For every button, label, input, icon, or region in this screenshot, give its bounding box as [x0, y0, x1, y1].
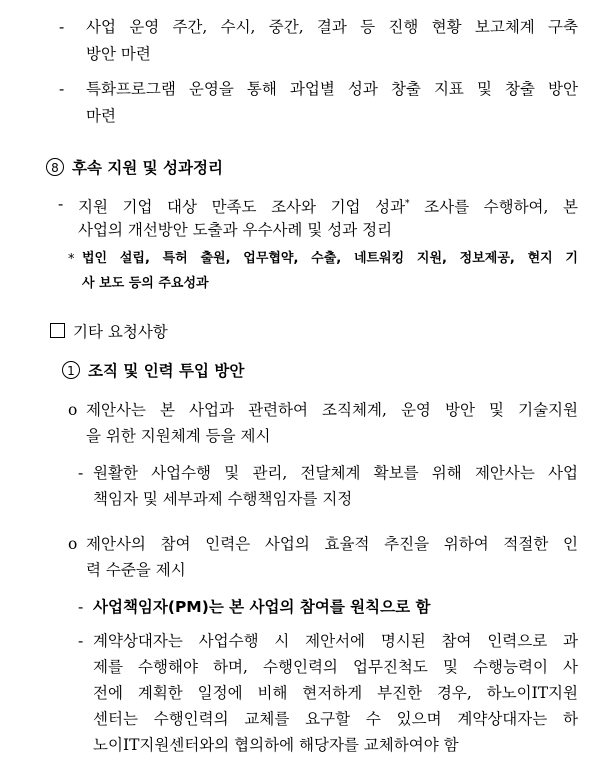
o2-line-1: 제안사의 참여 인력은 사업의 효율적 추진을 위하여 적절한 인: [86, 535, 578, 553]
item-2-line-1: 특화프로그램 운영을 통해 과업별 성과 창출 지표 및 창출 방안: [86, 80, 578, 98]
sub-1-heading: [62, 361, 244, 381]
star-note-marker: *: [68, 252, 75, 267]
section-8-heading: [46, 158, 223, 178]
d3-line-1: 계약상대자는 사업수행 시 제안서에 명시된 참여 인력으로 과: [93, 632, 578, 650]
item-1-line-1: 사업 운영 주간, 수시, 중간, 결과 등 진행 현황 보고체계 구축: [86, 18, 578, 36]
o-bullet: o: [68, 401, 78, 419]
square-bullet: [50, 323, 65, 338]
d1-line-2: 책임자 및 세부과제 수행책임자를 지정: [93, 490, 353, 508]
note-line-2: 사 보도 등의 주요성과: [82, 276, 209, 291]
o1-line-2: 을 위한 지원체계 등을 제시: [86, 427, 271, 445]
note-line-1: 법인 설립, 특허 출원, 업무협약, 수출, 네트워킹 지원, 정보제공, 현지 기: [82, 251, 578, 266]
d3-line-3: 전에 계획한 일정에 비해 현저하게 부진한 경우, 하노이IT지원: [93, 684, 578, 702]
item-text-rest: 조사를 수행하여, 본: [409, 198, 578, 217]
item-1-line-2: 방안 마련: [86, 45, 151, 63]
d3-line-2: 제를 수행해야 하며, 수행인력의 업무진척도 및 수행능력이 사: [93, 658, 578, 676]
dash-bullet: -: [58, 195, 64, 213]
o2-line-2: 력 수준을 제시: [86, 561, 186, 579]
sub-1-title: 조직 및 인력 투입 방안: [88, 362, 245, 380]
section-8-title: 후속 지원 및 성과정리: [72, 159, 223, 177]
section-8-item-line-1: [78, 194, 578, 217]
d2-bold-line: 사업책임자(PM)는 본 사업의 참여를 원칙으로 함: [93, 598, 431, 616]
d3-line-5: 노이IT지원센터와의 협의하에 해당자를 교체하여야 함: [93, 736, 459, 754]
other-title: 기타 요청사항: [73, 323, 168, 341]
dash-bullet: -: [59, 18, 65, 36]
item-2-line-2: 마련: [86, 107, 116, 125]
dash-bullet: -: [59, 80, 65, 98]
d1-line-1: 원활한 사업수행 및 관리, 전달체계 확보를 위해 제안사는 사업: [93, 464, 578, 482]
dash-bullet: -: [78, 598, 84, 616]
d3-line-4: 센터는 수행인력의 교체를 요구할 수 있으며 계약상대자는 하: [93, 710, 578, 728]
dash-bullet: -: [78, 464, 84, 482]
footnote-marker: *: [405, 199, 410, 209]
dash-bullet: -: [78, 632, 84, 650]
item-text: 지원 기업 대상 만족도 조사와 기업 성과: [78, 198, 406, 217]
o1-line-1: 제안사는 본 사업과 관련하여 조직체계, 운영 방안 및 기술지원: [86, 401, 578, 419]
other-heading: [50, 322, 168, 342]
circled-number-8: 8: [46, 158, 64, 176]
section-8-item-line-2: 사업의 개선방안 도출과 우수사례 및 성과 정리: [78, 221, 393, 239]
circled-number-1: 1: [62, 361, 80, 379]
o-bullet: o: [68, 535, 78, 553]
